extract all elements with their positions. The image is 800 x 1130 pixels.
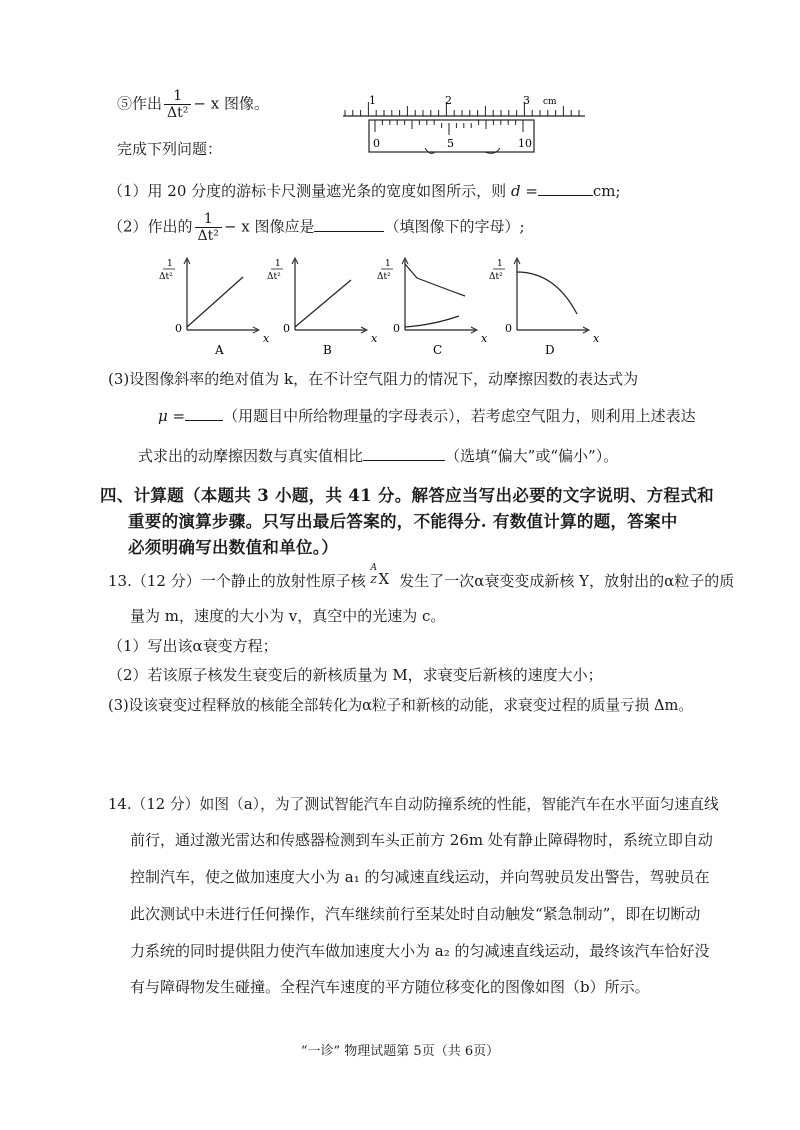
problem-13-line2: 量为 m，速度的大小为 v，真空中的光速为 c。 (130, 607, 446, 625)
y-label-num: 1 (385, 259, 391, 269)
answer-blank-bias[interactable] (363, 446, 445, 461)
origin-label: 0 (175, 322, 182, 335)
vernier-caliper-figure (335, 92, 595, 162)
y-label-den: Δt² (489, 272, 503, 282)
fraction (195, 211, 222, 244)
q3-line3a: 式求出的动摩擦因数与真实值相比 (138, 447, 364, 465)
q2-suffix: （填图像下的字母）; (384, 217, 525, 236)
problem-13-sub2: （2）若该原子核发生衰变后的新核质量为 M，求衰变后新核的速度大小； (108, 666, 603, 684)
answer-blank-mu[interactable] (185, 406, 223, 421)
vernier-label-5: 5 (447, 137, 454, 150)
mu-label: μ = (158, 407, 186, 425)
x-axis-label: x (263, 332, 270, 345)
curve (187, 277, 243, 327)
q2-prefix: （2）作出的 (108, 217, 193, 236)
frac-den: Δt² (197, 228, 219, 244)
problem-14-line6: 有与障碍物发生碰撞。全程汽车速度的平方随位移变化的图像如图（b）所示。 (130, 978, 650, 996)
y-label-den: Δt² (267, 272, 281, 282)
curve (295, 280, 351, 327)
x-axis-label: x (593, 332, 600, 345)
problem-14-line4: 此次测试中未进行任何操作，汽车继续前行至某处时自动触发“紧急制动”，即在切断动 (130, 905, 701, 923)
page-footer: “一诊” 物理试题第 5页（共 6页） (300, 1044, 500, 1059)
vernier-label-10: 10 (518, 137, 532, 150)
section-4-line3: 必须明确写出数值和单位。） (128, 538, 339, 557)
atomic-number: Z (370, 576, 377, 586)
graph-A (159, 258, 270, 357)
problem-14-line3: 控制汽车，使之做加速度大小为 a₁ 的匀减速直线运动，并向驾驶员发出警告，驾驶员在 (130, 868, 710, 886)
unit-label: cm (543, 97, 557, 107)
main-label-3: 3 (523, 94, 530, 107)
q1-unit: cm; (592, 182, 621, 200)
graph-D (489, 258, 600, 357)
main-label-1: 1 (369, 94, 376, 107)
problem-14-line5: 力系统的同时提供阻力使汽车做加速度大小为 a₂ 的匀减速直线运动，最终该汽车恰好没 (130, 942, 710, 960)
y-label-num: 1 (275, 259, 281, 269)
question-3-line1: (3)设图像斜率的绝对值为 k，在不计空气阻力的情况下，动摩擦因数的表达式为 (108, 370, 639, 388)
section-4-line2: 重要的演算步骤。只写出最后答案的，不能得分. 有数值计算的题，答案中 (128, 512, 678, 531)
answer-blank-graph[interactable] (314, 217, 384, 232)
main-label-2: 2 (445, 94, 452, 107)
question-2 (108, 211, 525, 244)
mass-number: A (370, 563, 377, 573)
origin-label: 0 (505, 322, 512, 335)
q3-line3b: （选填“偏大”或“偏小”）。 (445, 447, 619, 465)
curve (405, 264, 465, 296)
intro: 完成下列问题： (117, 140, 223, 158)
graph-options (155, 252, 630, 362)
p13-line1a: 13.（12 分）一个静止的放射性原子核 (108, 572, 366, 590)
origin-label: 0 (393, 322, 400, 335)
x-axis-label: x (481, 332, 488, 345)
q1-eq: = (520, 182, 538, 200)
option-label: A (215, 343, 224, 357)
vernier-scale-ticks (375, 120, 523, 135)
problem-13-sub3: (3)设该衰变过程释放的核能全部转化为α粒子和新核的动能，求衰变过程的质量亏损 Δm。 (108, 697, 693, 714)
frac-den: Δt² (167, 105, 189, 121)
fraction (164, 88, 191, 121)
answer-blank-d[interactable] (538, 181, 593, 196)
section-4-line1: 四、计算题（本题共 3 小题，共 41 分。解答应当写出必要的文字说明、方程式和 (100, 486, 714, 505)
problem-13-line1 (108, 563, 735, 591)
x-axis-label: x (371, 332, 378, 345)
problem-14-line2: 前行，通过激光雷达和传感器检测到车头正前方 26m 处有静止障碍物时，系统立即自动 (130, 831, 713, 849)
step5-suffix: − x 图像。 (193, 94, 269, 113)
problem-13-sub1: （1）写出该α衰变方程； (108, 637, 278, 655)
q2-mid: − x 图像应是 (223, 217, 315, 236)
option-label: C (433, 343, 443, 357)
question-3-line3 (138, 445, 618, 466)
graph-C (377, 258, 488, 357)
graph-B (267, 258, 378, 357)
y-label-den: Δt² (377, 272, 391, 282)
vernier-label-0: 0 (373, 137, 380, 150)
q1-text: （1）用 20 分度的游标卡尺测量遮光条的宽度如图所示，则 (108, 182, 507, 200)
element-symbol: X (378, 570, 390, 588)
y-label-num: 1 (497, 259, 503, 269)
curve-lower (405, 316, 459, 327)
q1-var: d (510, 182, 521, 200)
nuclide-symbol (370, 563, 395, 588)
question-3-line2 (158, 405, 696, 426)
option-label: B (323, 343, 332, 357)
problem-14-line1: 14.（12 分）如图（a），为了测试智能汽车自动防撞系统的性能，智能汽车在水平面匀速直线 (108, 796, 719, 813)
q3-line2-text: （用题目中所给物理量的字母表示），若考虑空气阻力，则利用上述表达 (223, 407, 696, 425)
frac-num: 1 (164, 88, 191, 105)
step5-line (117, 88, 269, 121)
frac-num: 1 (195, 211, 222, 228)
p13-line1b: 发生了一次α衰变变成新核 Y，放射出的α粒子的质 (399, 572, 735, 590)
step5-prefix: ⑤作出 (117, 94, 163, 113)
origin-label: 0 (283, 322, 290, 335)
question-1 (108, 180, 621, 201)
y-label-num: 1 (167, 259, 173, 269)
option-label: D (545, 343, 555, 357)
y-label-den: Δt² (159, 272, 173, 282)
curve (517, 272, 577, 314)
